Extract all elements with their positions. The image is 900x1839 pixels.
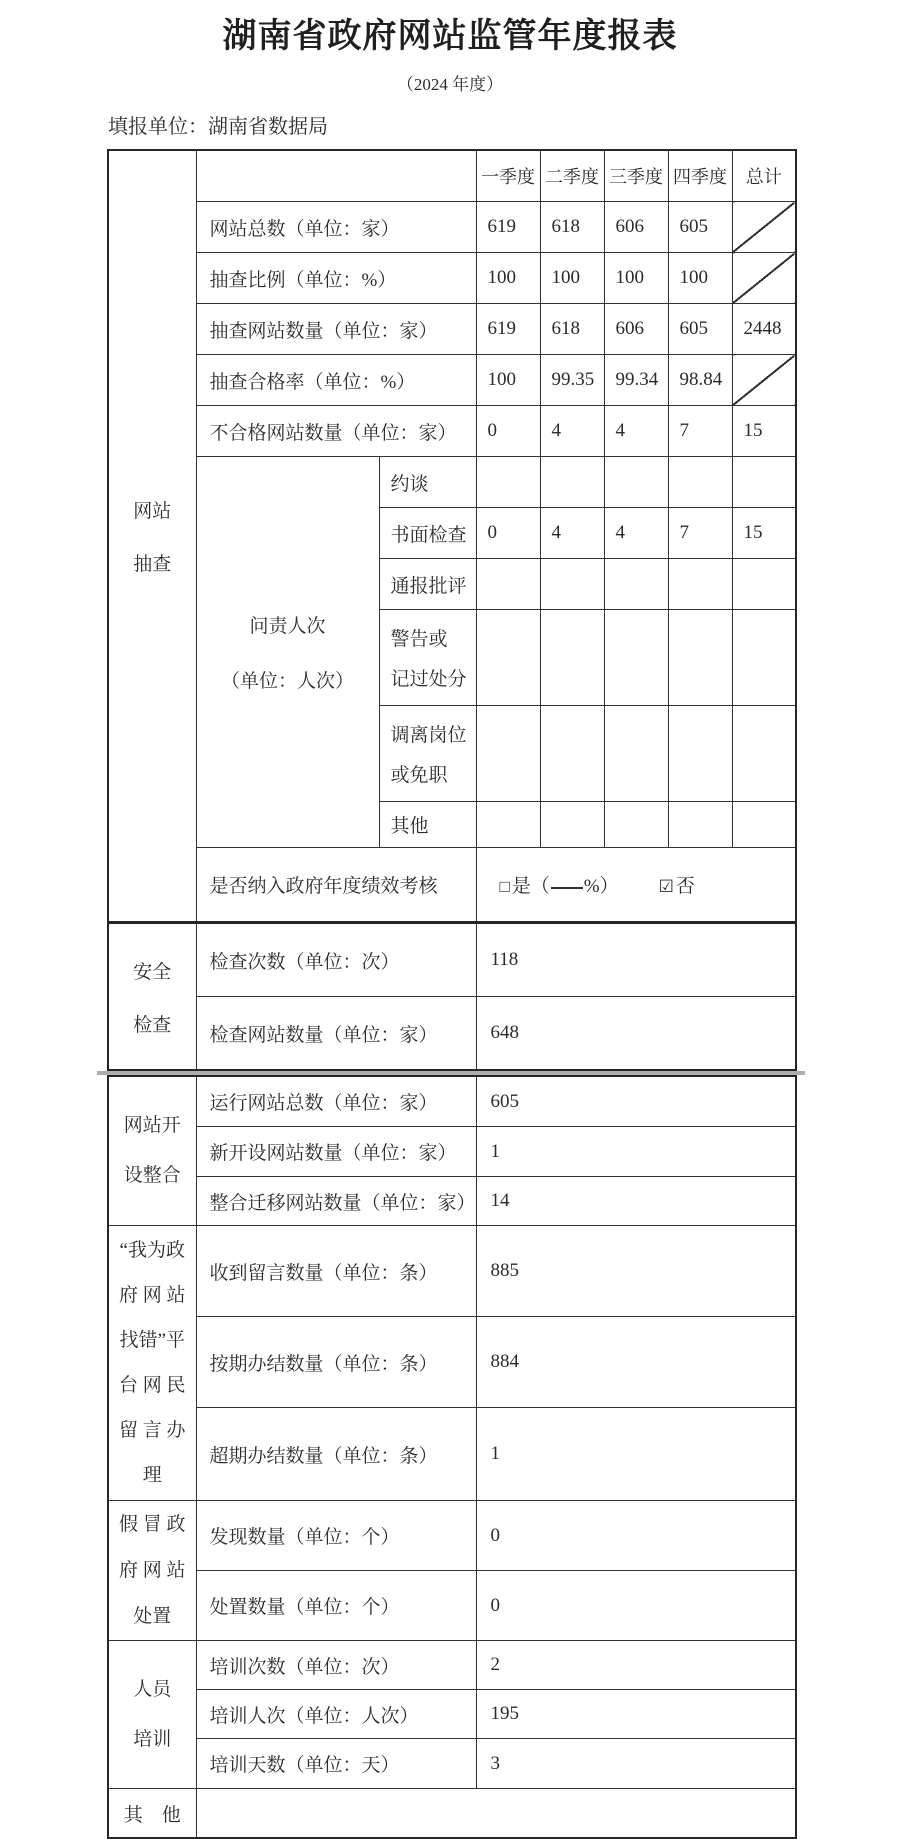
cell-value: 606 (604, 304, 668, 355)
table-row (108, 1408, 796, 1501)
group-line: 网站开 (123, 1115, 181, 1136)
no-option-text: 否 (675, 876, 695, 897)
cell-value (668, 706, 732, 802)
cell-total (732, 706, 796, 802)
reporting-unit-value: 湖南省数据局 (208, 116, 328, 138)
cell-value (476, 706, 540, 802)
cell-total (732, 457, 796, 508)
cell-total (732, 559, 796, 610)
row-label: 新开设网站数量（单位：家） (196, 1127, 476, 1177)
cell-value (604, 706, 668, 802)
assessment-row (108, 848, 796, 923)
sub-row-line: 或免职 (390, 765, 448, 787)
group-label-feedback-platform (108, 1226, 196, 1501)
table-row (108, 202, 796, 253)
cell-value (668, 457, 732, 508)
table-row (108, 457, 796, 508)
table-row (108, 1226, 796, 1317)
cell-value: 195 (476, 1690, 796, 1739)
cell-value: 100 (476, 355, 540, 406)
table-row (108, 1127, 796, 1177)
cell-value (540, 802, 604, 848)
cell-value (540, 457, 604, 508)
table-row (108, 253, 796, 304)
cell-value: 605 (476, 1076, 796, 1127)
other-empty-cell (196, 1789, 796, 1839)
group-label-website-sampling (108, 150, 196, 923)
group-line: 找错”平 (119, 1330, 185, 1351)
cell-value (476, 457, 540, 508)
row-label: 按期办结数量（单位：条） (196, 1317, 476, 1408)
cell-value: 14 (476, 1177, 796, 1226)
row-label: 抽查合格率（单位：%） (196, 355, 476, 406)
row-label: 培训次数（单位：次） (196, 1641, 476, 1690)
group-label-security-check (108, 923, 196, 1071)
cell-value: 606 (604, 202, 668, 253)
table-row (108, 1641, 796, 1690)
cell-total: 2448 (732, 304, 796, 355)
group-line: “我为政 (119, 1240, 185, 1261)
cell-value: 605 (668, 304, 732, 355)
sub-row-line: 调离岗位 (390, 724, 467, 746)
col-header-q3: 三季度 (604, 150, 668, 202)
cell-value (668, 610, 732, 706)
sub-row-label: 其他 (379, 802, 476, 848)
cell-value (604, 802, 668, 848)
table-row (108, 923, 796, 997)
cell-value: 0 (476, 406, 540, 457)
row-label: 网站总数（单位：家） (196, 202, 476, 253)
percent-blank (551, 887, 583, 889)
cell-value: 4 (540, 508, 604, 559)
accountability-line: 问责人次 (249, 616, 326, 637)
assessment-options (476, 848, 796, 923)
page-title: 湖南省政府网站监管年度报表 (222, 18, 678, 55)
group-line: 假 冒 政 (118, 1513, 186, 1535)
checkbox-checked-icon: ☑ (658, 877, 674, 896)
cell-total: 15 (732, 406, 796, 457)
cell-value: 885 (476, 1226, 796, 1317)
cell-value: 0 (476, 1571, 796, 1641)
cell-value: 7 (668, 406, 732, 457)
group-line: 人员 (133, 1678, 172, 1700)
cell-value: 619 (476, 304, 540, 355)
lower-sections-table (107, 1075, 797, 1839)
group-line: 安全 (133, 961, 172, 983)
table-row (108, 1177, 796, 1226)
cell-total (732, 610, 796, 706)
cell-value: 100 (668, 253, 732, 304)
page-subtitle: （2024 年度） (396, 75, 504, 94)
cell-value (476, 610, 540, 706)
cell-value: 100 (604, 253, 668, 304)
cell-value: 648 (476, 997, 796, 1071)
cell-value (476, 802, 540, 848)
col-header-total: 总计 (732, 150, 796, 202)
cell-value: 0 (476, 1501, 796, 1571)
sub-row-label: 通报批评 (379, 559, 476, 610)
group-line: 留 言 办 (118, 1420, 186, 1441)
group-line: 培训 (133, 1728, 172, 1750)
row-label: 检查网站数量（单位：家） (196, 997, 476, 1071)
cell-total: 15 (732, 508, 796, 559)
cell-value: 4 (604, 406, 668, 457)
cell-value (604, 610, 668, 706)
cell-value (540, 610, 604, 706)
group-line: 理 (142, 1465, 162, 1486)
cell-value (540, 706, 604, 802)
row-label: 不合格网站数量（单位：家） (196, 406, 476, 457)
cell-value (604, 559, 668, 610)
total-slash-cell (732, 202, 796, 253)
cell-value: 118 (476, 923, 796, 997)
row-label: 整合迁移网站数量（单位：家） (196, 1177, 476, 1226)
accountability-label (196, 457, 379, 848)
cell-value (604, 457, 668, 508)
cell-value: 2 (476, 1641, 796, 1690)
row-label: 抽查比例（单位：%） (196, 253, 476, 304)
group-label-fake-site-handling (108, 1501, 196, 1641)
group-label-personnel-training (108, 1641, 196, 1789)
yes-option-suffix: %） (583, 876, 619, 897)
cell-value (668, 802, 732, 848)
table-row (108, 1789, 796, 1839)
group-line: 府 网 站 (118, 1285, 186, 1306)
group-line: 抽查 (133, 554, 172, 575)
cell-value: 618 (540, 202, 604, 253)
row-label: 培训人次（单位：人次） (196, 1690, 476, 1739)
group-line: 处置 (133, 1605, 172, 1627)
checkbox-unchecked-icon: □ (499, 877, 510, 896)
group-line: 网站 (133, 501, 172, 522)
table-row (108, 406, 796, 457)
report-page (0, 8, 900, 1826)
sub-row-label: 书面检查 (379, 508, 476, 559)
table-row (108, 997, 796, 1071)
group-line: 府 网 站 (118, 1559, 186, 1581)
cell-value: 619 (476, 202, 540, 253)
cell-value: 884 (476, 1317, 796, 1408)
cell-value: 1 (476, 1408, 796, 1501)
yes-option-text: 是（ (511, 876, 550, 897)
cell-value: 605 (668, 202, 732, 253)
cell-value: 0 (476, 508, 540, 559)
report-table-sheet (107, 149, 795, 1839)
cell-value: 100 (476, 253, 540, 304)
cell-value: 4 (604, 508, 668, 559)
table-row (108, 1501, 796, 1571)
col-header-q1: 一季度 (476, 150, 540, 202)
cell-value (476, 559, 540, 610)
row-label: 收到留言数量（单位：条） (196, 1226, 476, 1317)
total-slash-cell (732, 355, 796, 406)
row-label: 培训天数（单位：天） (196, 1739, 476, 1789)
table-row (108, 1317, 796, 1408)
total-slash-cell (732, 253, 796, 304)
group-line: 设整合 (123, 1165, 181, 1186)
header-row (108, 150, 796, 202)
table-row (108, 1690, 796, 1739)
cell-value: 98.84 (668, 355, 732, 406)
col-header-q2: 二季度 (540, 150, 604, 202)
row-label: 发现数量（单位：个） (196, 1501, 476, 1571)
row-label: 超期办结数量（单位：条） (196, 1408, 476, 1501)
cell-value: 99.35 (540, 355, 604, 406)
checkbox-yes-option (500, 871, 619, 898)
cell-value: 100 (540, 253, 604, 304)
cell-value: 99.34 (604, 355, 668, 406)
checkbox-no-option (659, 871, 695, 898)
row-label: 运行网站总数（单位：家） (196, 1076, 476, 1127)
table-row (108, 304, 796, 355)
row-label: 是否纳入政府年度绩效考核 (196, 848, 476, 923)
row-label: 处置数量（单位：个） (196, 1571, 476, 1641)
reporting-unit-label: 填报单位： (108, 116, 208, 138)
accountability-line: （单位：人次） (220, 671, 354, 692)
header-blank-cell (196, 150, 476, 202)
sub-row-line: 警告或 (390, 628, 448, 650)
table-row (108, 1739, 796, 1789)
cell-value: 618 (540, 304, 604, 355)
sub-row-label (379, 706, 476, 802)
table-row (108, 1571, 796, 1641)
sub-row-label: 约谈 (379, 457, 476, 508)
cell-value (540, 559, 604, 610)
group-line: 检查 (133, 1014, 172, 1036)
cell-total (732, 802, 796, 848)
table-row (108, 1076, 796, 1127)
sub-row-label (379, 610, 476, 706)
row-label: 检查次数（单位：次） (196, 923, 476, 997)
cell-value: 4 (540, 406, 604, 457)
cell-value: 1 (476, 1127, 796, 1177)
cell-value (668, 559, 732, 610)
col-header-q4: 四季度 (668, 150, 732, 202)
group-label-other: 其 他 (108, 1789, 196, 1839)
group-label-site-consolidation (108, 1076, 196, 1226)
cell-value: 7 (668, 508, 732, 559)
group-line: 台 网 民 (118, 1375, 186, 1396)
reporting-unit (108, 110, 900, 139)
sampling-security-table (107, 149, 797, 1071)
cell-value: 3 (476, 1739, 796, 1789)
row-label: 抽查网站数量（单位：家） (196, 304, 476, 355)
table-row (108, 355, 796, 406)
sub-row-line: 记过处分 (390, 669, 467, 691)
